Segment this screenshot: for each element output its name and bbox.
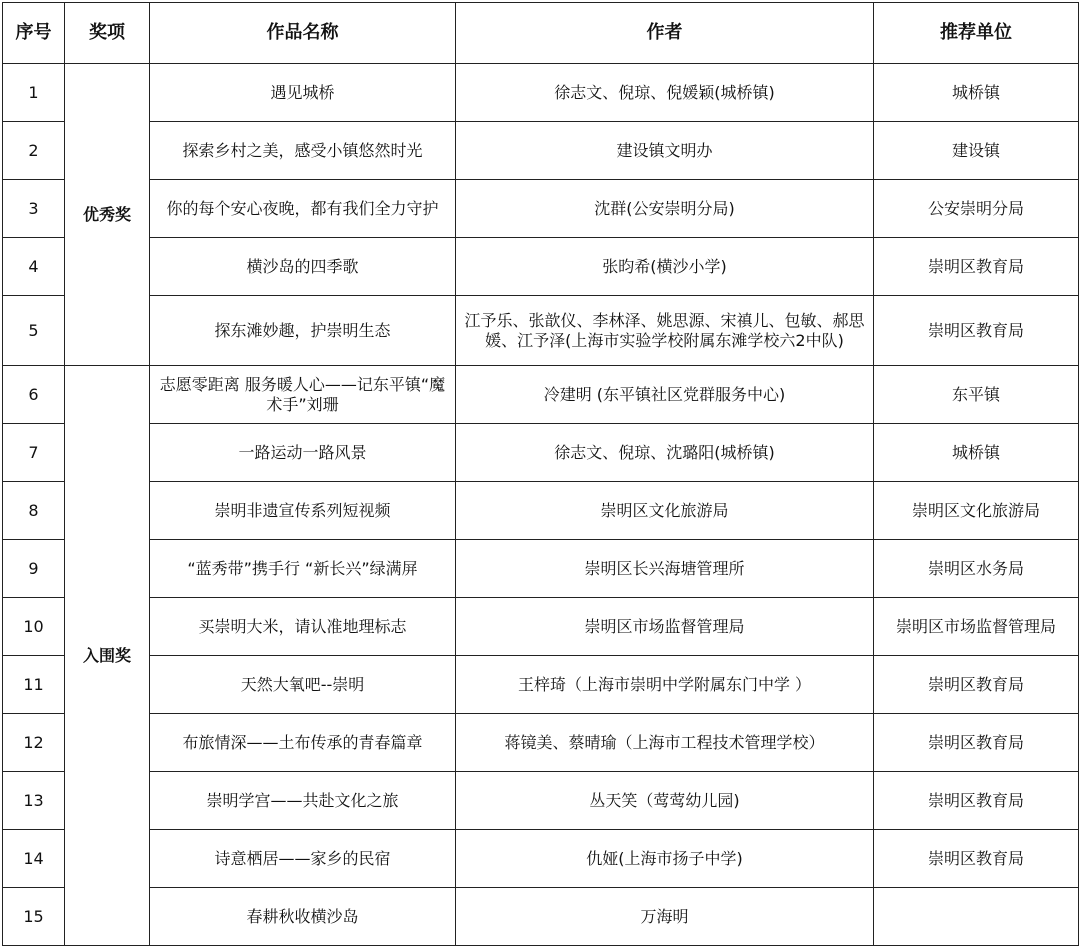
row-no: 6: [3, 366, 65, 424]
row-no: 1: [3, 64, 65, 122]
table-row: [3, 772, 1079, 830]
row-no: 15: [3, 888, 65, 946]
row-no: 4: [3, 238, 65, 296]
work-title: 天然大氧吧--崇明: [150, 656, 456, 714]
table-row: [3, 830, 1079, 888]
award-cell: 入围奖: [65, 366, 150, 946]
recommend-unit: 崇明区水务局: [874, 540, 1079, 598]
work-author: 丛天笑（莺莺幼儿园): [456, 772, 874, 830]
table-row: [3, 366, 1079, 424]
table-row: [3, 180, 1079, 238]
header-author: 作者: [456, 3, 874, 64]
table-row: [3, 598, 1079, 656]
work-author: 张昀希(横沙小学): [456, 238, 874, 296]
table-row: [3, 64, 1079, 122]
row-no: 3: [3, 180, 65, 238]
row-no: 7: [3, 424, 65, 482]
recommend-unit: [874, 888, 1079, 946]
work-author: 崇明区市场监督管理局: [456, 598, 874, 656]
work-author: 徐志文、倪琼、倪媛颖(城桥镇): [456, 64, 874, 122]
work-author: 冷建明 (东平镇社区党群服务中心): [456, 366, 874, 424]
row-no: 14: [3, 830, 65, 888]
header-award: 奖项: [65, 3, 150, 64]
work-title: 你的每个安心夜晚，都有我们全力守护: [150, 180, 456, 238]
award-cell: 优秀奖: [65, 64, 150, 366]
row-no: 11: [3, 656, 65, 714]
work-author: 崇明区文化旅游局: [456, 482, 874, 540]
work-title: 布旅情深——土布传承的青春篇章: [150, 714, 456, 772]
recommend-unit: 公安崇明分局: [874, 180, 1079, 238]
recommend-unit: 崇明区教育局: [874, 772, 1079, 830]
awards-table: [2, 2, 1079, 946]
recommend-unit: 崇明区教育局: [874, 238, 1079, 296]
row-no: 13: [3, 772, 65, 830]
work-title: 买崇明大米，请认准地理标志: [150, 598, 456, 656]
recommend-unit: 崇明区教育局: [874, 656, 1079, 714]
header-title: 作品名称: [150, 3, 456, 64]
work-author: 江予乐、张歆仪、李林泽、姚思源、宋禛儿、包敏、郝思媛、江予泽(上海市实验学校附属东滩学校六2中队): [456, 296, 874, 366]
table-row: [3, 238, 1079, 296]
work-author: 蒋镜美、蔡晴瑜（上海市工程技术管理学校）: [456, 714, 874, 772]
table-row: [3, 424, 1079, 482]
work-title: 崇明学宫——共赴文化之旅: [150, 772, 456, 830]
work-title: 探索乡村之美，感受小镇悠然时光: [150, 122, 456, 180]
recommend-unit: 崇明区教育局: [874, 296, 1079, 366]
work-author: 仇娅(上海市扬子中学): [456, 830, 874, 888]
work-title: 横沙岛的四季歌: [150, 238, 456, 296]
work-title: 一路运动一路风景: [150, 424, 456, 482]
table-row: [3, 888, 1079, 946]
table-row: [3, 122, 1079, 180]
work-title: 遇见城桥: [150, 64, 456, 122]
row-no: 2: [3, 122, 65, 180]
row-no: 10: [3, 598, 65, 656]
work-author: 崇明区长兴海塘管理所: [456, 540, 874, 598]
work-title: “蓝秀带”携手行 “新长兴”绿满屏: [150, 540, 456, 598]
table-row: [3, 714, 1079, 772]
work-author: 沈群(公安崇明分局): [456, 180, 874, 238]
recommend-unit: 崇明区市场监督管理局: [874, 598, 1079, 656]
work-author: 王梓琦（上海市崇明中学附属东门中学 ）: [456, 656, 874, 714]
table-row: [3, 482, 1079, 540]
header-no: 序号: [3, 3, 65, 64]
work-title: 探东滩妙趣，护崇明生态: [150, 296, 456, 366]
table-row: [3, 540, 1079, 598]
table-row: [3, 296, 1079, 366]
recommend-unit: 城桥镇: [874, 64, 1079, 122]
header-unit: 推荐单位: [874, 3, 1079, 64]
table-row: [3, 656, 1079, 714]
row-no: 8: [3, 482, 65, 540]
work-author: 万海明: [456, 888, 874, 946]
work-title: 志愿零距离 服务暖人心——记东平镇“魔术手”刘珊: [150, 366, 456, 424]
work-title: 诗意栖居——家乡的民宿: [150, 830, 456, 888]
recommend-unit: 崇明区教育局: [874, 830, 1079, 888]
recommend-unit: 建设镇: [874, 122, 1079, 180]
recommend-unit: 崇明区教育局: [874, 714, 1079, 772]
work-author: 建设镇文明办: [456, 122, 874, 180]
recommend-unit: 城桥镇: [874, 424, 1079, 482]
work-author: 徐志文、倪琼、沈璐阳(城桥镇): [456, 424, 874, 482]
work-title: 崇明非遗宣传系列短视频: [150, 482, 456, 540]
recommend-unit: 崇明区文化旅游局: [874, 482, 1079, 540]
row-no: 5: [3, 296, 65, 366]
recommend-unit: 东平镇: [874, 366, 1079, 424]
header-row: [3, 3, 1079, 64]
row-no: 12: [3, 714, 65, 772]
work-title: 春耕秋收横沙岛: [150, 888, 456, 946]
row-no: 9: [3, 540, 65, 598]
